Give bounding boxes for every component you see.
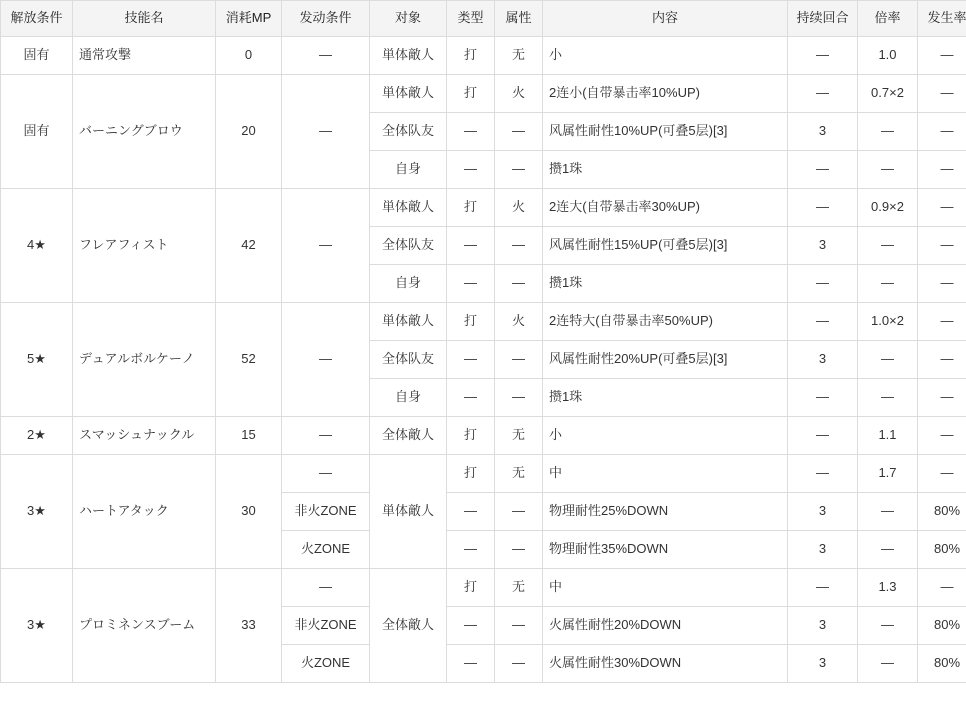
cell-attribute: 无 xyxy=(495,569,543,607)
cell-duration: — xyxy=(788,37,858,75)
cell-trigger-condition: — xyxy=(282,37,370,75)
cell-target: 単体敵人 xyxy=(370,189,447,227)
cell-trigger-condition: — xyxy=(282,569,370,607)
cell-type: — xyxy=(447,341,495,379)
column-header-proc-rate: 发生率 xyxy=(918,1,966,37)
cell-type: — xyxy=(447,113,495,151)
cell-attribute: — xyxy=(495,531,543,569)
cell-attribute: — xyxy=(495,379,543,417)
cell-type: 打 xyxy=(447,37,495,75)
cell-duration: 3 xyxy=(788,493,858,531)
table-row xyxy=(1,569,966,607)
column-header-type: 类型 xyxy=(447,1,495,37)
cell-proc-rate: 80% xyxy=(918,531,966,569)
cell-type: — xyxy=(447,645,495,683)
cell-target: 単体敵人 xyxy=(370,37,447,75)
cell-duration: — xyxy=(788,417,858,455)
cell-duration: — xyxy=(788,151,858,189)
cell-skill-name: 通常攻撃 xyxy=(73,37,216,75)
cell-duration: — xyxy=(788,569,858,607)
cell-mp-cost: 15 xyxy=(216,417,282,455)
cell-multiplier: — xyxy=(858,265,918,303)
column-header-content: 内容 xyxy=(543,1,788,37)
cell-unlock-condition: 3★ xyxy=(1,455,73,569)
cell-trigger-condition: 非火ZONE xyxy=(282,493,370,531)
cell-multiplier: — xyxy=(858,493,918,531)
cell-unlock-condition: 3★ xyxy=(1,569,73,683)
cell-duration: 3 xyxy=(788,341,858,379)
cell-multiplier: — xyxy=(858,151,918,189)
column-header-duration: 持续回合 xyxy=(788,1,858,37)
cell-trigger-condition: 火ZONE xyxy=(282,531,370,569)
cell-type: 打 xyxy=(447,189,495,227)
cell-attribute-fire: 火 xyxy=(495,189,543,227)
cell-proc-rate: — xyxy=(918,341,966,379)
cell-type: — xyxy=(447,265,495,303)
cell-type: 打 xyxy=(447,75,495,113)
cell-mp-cost: 52 xyxy=(216,303,282,417)
cell-trigger-condition: — xyxy=(282,189,370,303)
cell-type: — xyxy=(447,151,495,189)
cell-target: 全体队友 xyxy=(370,227,447,265)
cell-attribute: — xyxy=(495,113,543,151)
column-header-unlock: 解放条件 xyxy=(1,1,73,37)
cell-multiplier: 1.0 xyxy=(858,37,918,75)
cell-attribute: — xyxy=(495,493,543,531)
cell-multiplier: 1.3 xyxy=(858,569,918,607)
cell-proc-rate: — xyxy=(918,113,966,151)
cell-duration: 3 xyxy=(788,113,858,151)
cell-multiplier: — xyxy=(858,607,918,645)
cell-trigger-condition: 非火ZONE xyxy=(282,607,370,645)
cell-trigger-condition: — xyxy=(282,455,370,493)
cell-duration: 3 xyxy=(788,607,858,645)
cell-proc-rate: — xyxy=(918,303,966,341)
cell-duration: 3 xyxy=(788,531,858,569)
table-header xyxy=(1,1,966,37)
cell-content: 火属性耐性20%DOWN xyxy=(543,607,788,645)
cell-trigger-condition: — xyxy=(282,417,370,455)
table-row xyxy=(1,417,966,455)
table-row xyxy=(1,37,966,75)
cell-proc-rate: — xyxy=(918,417,966,455)
cell-target: 全体队友 xyxy=(370,113,447,151)
cell-unlock-condition: 2★ xyxy=(1,417,73,455)
cell-content: 物理耐性25%DOWN xyxy=(543,493,788,531)
cell-target: 単体敵人 xyxy=(370,303,447,341)
cell-attribute: 无 xyxy=(495,37,543,75)
cell-proc-rate: — xyxy=(918,265,966,303)
cell-proc-rate: — xyxy=(918,151,966,189)
cell-attribute-fire: 火 xyxy=(495,303,543,341)
cell-target: 全体敵人 xyxy=(370,569,447,683)
cell-duration: 3 xyxy=(788,227,858,265)
cell-multiplier: 1.0×2 xyxy=(858,303,918,341)
cell-duration: — xyxy=(788,379,858,417)
cell-multiplier: 0.9×2 xyxy=(858,189,918,227)
cell-attribute: 无 xyxy=(495,455,543,493)
cell-attribute: — xyxy=(495,607,543,645)
cell-skill-name: フレアフィスト xyxy=(73,189,216,303)
cell-content: 风属性耐性15%UP(可叠5层)[3] xyxy=(543,227,788,265)
cell-content: 攒1珠 xyxy=(543,265,788,303)
table-row xyxy=(1,75,966,113)
cell-duration: — xyxy=(788,75,858,113)
cell-proc-rate: — xyxy=(918,37,966,75)
cell-multiplier: — xyxy=(858,645,918,683)
column-header-mp-cost: 消耗MP xyxy=(216,1,282,37)
cell-skill-name: バーニングブロウ xyxy=(73,75,216,189)
table-row xyxy=(1,189,966,227)
cell-skill-name: プロミネンスブーム xyxy=(73,569,216,683)
cell-content: 风属性耐性20%UP(可叠5层)[3] xyxy=(543,341,788,379)
cell-mp-cost: 0 xyxy=(216,37,282,75)
cell-type: — xyxy=(447,379,495,417)
cell-unlock-condition: 4★ xyxy=(1,189,73,303)
cell-multiplier: 1.7 xyxy=(858,455,918,493)
cell-proc-rate: 80% xyxy=(918,645,966,683)
column-header-trigger-condition: 发动条件 xyxy=(282,1,370,37)
cell-attribute: — xyxy=(495,265,543,303)
cell-content: 攒1珠 xyxy=(543,379,788,417)
cell-proc-rate: — xyxy=(918,227,966,265)
cell-duration: 3 xyxy=(788,645,858,683)
column-header-skill-name: 技能名 xyxy=(73,1,216,37)
cell-duration: — xyxy=(788,455,858,493)
cell-proc-rate: — xyxy=(918,189,966,227)
cell-duration: — xyxy=(788,189,858,227)
cell-content: 攒1珠 xyxy=(543,151,788,189)
cell-target: 単体敵人 xyxy=(370,75,447,113)
cell-attribute: — xyxy=(495,341,543,379)
cell-multiplier: — xyxy=(858,113,918,151)
cell-multiplier: 0.7×2 xyxy=(858,75,918,113)
cell-content: 中 xyxy=(543,455,788,493)
column-header-multiplier: 倍率 xyxy=(858,1,918,37)
cell-attribute: — xyxy=(495,227,543,265)
cell-mp-cost: 20 xyxy=(216,75,282,189)
cell-content: 2连特大(自带暴击率50%UP) xyxy=(543,303,788,341)
cell-multiplier: — xyxy=(858,379,918,417)
cell-unlock-condition: 固有 xyxy=(1,75,73,189)
cell-attribute: — xyxy=(495,151,543,189)
cell-type: — xyxy=(447,227,495,265)
cell-skill-name: デュアルボルケーノ xyxy=(73,303,216,417)
cell-type: 打 xyxy=(447,303,495,341)
cell-content: 物理耐性35%DOWN xyxy=(543,531,788,569)
cell-proc-rate: — xyxy=(918,75,966,113)
cell-target: 単体敵人 xyxy=(370,455,447,569)
cell-duration: — xyxy=(788,303,858,341)
cell-multiplier: — xyxy=(858,531,918,569)
cell-content: 中 xyxy=(543,569,788,607)
cell-attribute-fire: 火 xyxy=(495,75,543,113)
cell-trigger-condition: — xyxy=(282,75,370,189)
cell-skill-name: ハートアタック xyxy=(73,455,216,569)
cell-mp-cost: 42 xyxy=(216,189,282,303)
cell-type: — xyxy=(447,493,495,531)
cell-target: 自身 xyxy=(370,151,447,189)
cell-content: 2连小(自带暴击率10%UP) xyxy=(543,75,788,113)
cell-unlock-condition: 固有 xyxy=(1,37,73,75)
cell-type: — xyxy=(447,531,495,569)
cell-trigger-condition: — xyxy=(282,303,370,417)
table-row xyxy=(1,303,966,341)
cell-target: 自身 xyxy=(370,265,447,303)
cell-proc-rate: — xyxy=(918,569,966,607)
cell-trigger-condition: 火ZONE xyxy=(282,645,370,683)
table-row xyxy=(1,455,966,493)
cell-proc-rate: 80% xyxy=(918,493,966,531)
cell-mp-cost: 33 xyxy=(216,569,282,683)
cell-skill-name: スマッシュナックル xyxy=(73,417,216,455)
cell-type: — xyxy=(447,607,495,645)
cell-attribute: — xyxy=(495,645,543,683)
cell-content: 风属性耐性10%UP(可叠5层)[3] xyxy=(543,113,788,151)
column-header-attribute: 属性 xyxy=(495,1,543,37)
cell-duration: — xyxy=(788,265,858,303)
cell-type: 打 xyxy=(447,455,495,493)
cell-content: 小 xyxy=(543,417,788,455)
cell-unlock-condition: 5★ xyxy=(1,303,73,417)
cell-mp-cost: 30 xyxy=(216,455,282,569)
cell-content: 火属性耐性30%DOWN xyxy=(543,645,788,683)
cell-type: 打 xyxy=(447,417,495,455)
cell-multiplier: — xyxy=(858,341,918,379)
cell-attribute: 无 xyxy=(495,417,543,455)
column-header-target: 对象 xyxy=(370,1,447,37)
cell-content: 2连大(自带暴击率30%UP) xyxy=(543,189,788,227)
cell-target: 全体敵人 xyxy=(370,417,447,455)
cell-multiplier: 1.1 xyxy=(858,417,918,455)
cell-target: 全体队友 xyxy=(370,341,447,379)
header-row xyxy=(1,1,966,37)
table-body xyxy=(1,37,966,683)
cell-type: 打 xyxy=(447,569,495,607)
cell-target: 自身 xyxy=(370,379,447,417)
cell-proc-rate: — xyxy=(918,379,966,417)
cell-multiplier: — xyxy=(858,227,918,265)
cell-proc-rate: — xyxy=(918,455,966,493)
cell-proc-rate: 80% xyxy=(918,607,966,645)
cell-content: 小 xyxy=(543,37,788,75)
